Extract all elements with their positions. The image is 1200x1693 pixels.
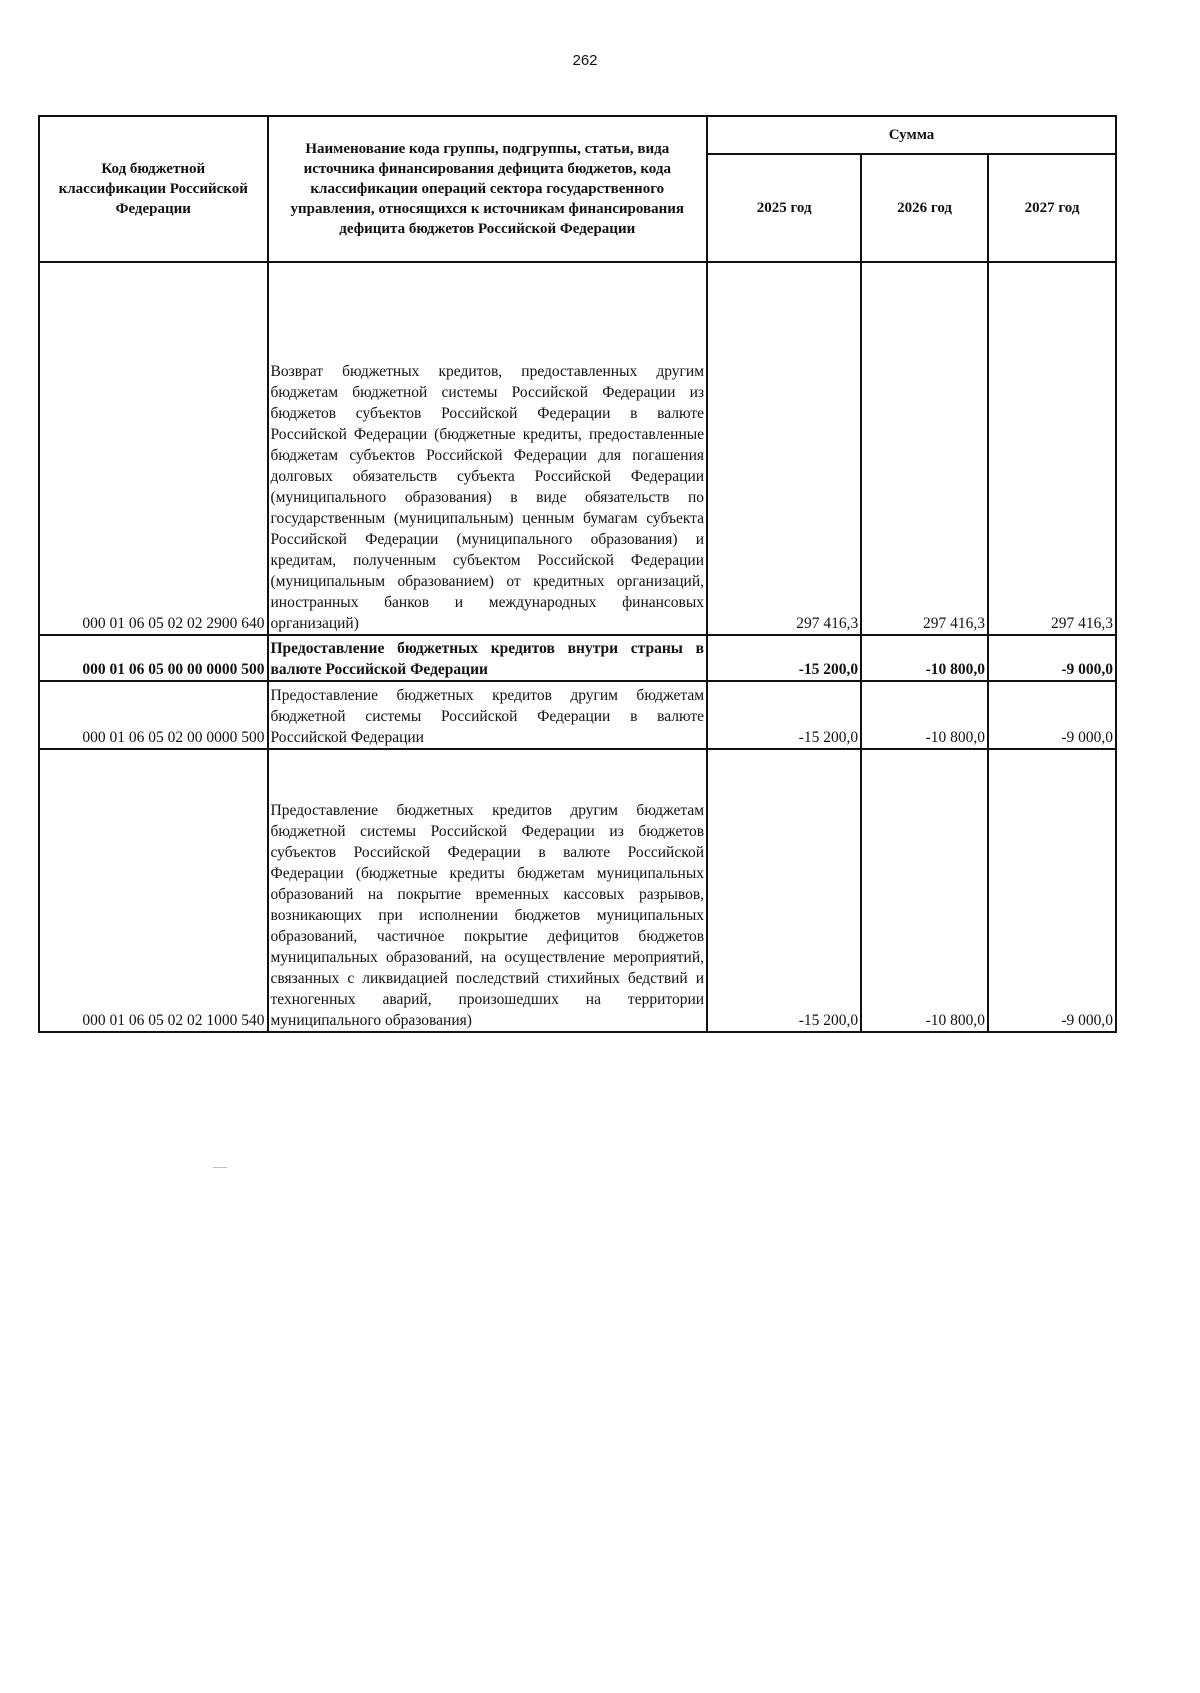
row-value-2027: -9 000,0 — [988, 681, 1116, 749]
header-year-2025: 2025 год — [707, 154, 861, 262]
row-code: 000 01 06 05 00 00 0000 500 — [39, 635, 268, 681]
row-name: Предоставление бюджетных кредитов другим бюджетам бюджетной системы Российской Федерации в валюте Российской Федерации — [268, 681, 708, 749]
row-value-2025: -15 200,0 — [707, 749, 861, 1032]
row-value-2027: -9 000,0 — [988, 749, 1116, 1032]
row-name: Предоставление бюджетных кредитов внутри страны в валюте Российской Федерации — [268, 635, 708, 681]
row-value-2025: -15 200,0 — [707, 681, 861, 749]
row-value-2027: -9 000,0 — [988, 635, 1116, 681]
row-value-2026: 297 416,3 — [861, 262, 988, 635]
page-number: 262 — [572, 52, 598, 69]
header-year-2026: 2026 год — [861, 154, 988, 262]
row-value-2026: -10 800,0 — [861, 749, 988, 1032]
row-value-2027: 297 416,3 — [988, 262, 1116, 635]
table-row — [39, 681, 1116, 749]
table-row — [39, 635, 1116, 681]
row-code: 000 01 06 05 02 00 0000 500 — [39, 681, 268, 749]
budget-sources-table — [38, 115, 1117, 1033]
header-name: Наименование кода группы, подгруппы, статьи, вида источника финансирования дефицита бюджетов, кода классификации операций сектора государственного управления, относящихся к источникам финансирования дефицита бюджетов Российской Федерации — [268, 116, 708, 262]
row-value-2026: -10 800,0 — [861, 681, 988, 749]
table-row — [39, 262, 1116, 635]
row-value-2025: -15 200,0 — [707, 635, 861, 681]
row-name: Предоставление бюджетных кредитов другим бюджетам бюджетной системы Российской Федерации из бюджетов субъектов Российской Федерации в валюте Российской Федерации (бюджетные кредиты бюджетам муниципальных образований на покрытие временных кассовых разрывов, возникающих при исполнении бюджетов муниципальных образований, частичное покрытие дефицитов бюджетов муниципальных образований, на осуществление мероприятий, связанных с ликвидацией последствий стихийных бедствий и техногенных аварий, произошедших на территории муниципального образования) — [268, 749, 708, 1032]
row-value-2026: -10 800,0 — [861, 635, 988, 681]
header-sum: Сумма — [707, 116, 1116, 154]
row-value-2025: 297 416,3 — [707, 262, 861, 635]
header-code: Код бюджетной классификации Российской Федерации — [39, 116, 268, 262]
row-name: Возврат бюджетных кредитов, предоставленных другим бюджетам бюджетной системы Российской Федерации из бюджетов субъектов Российской Федерации в валюте Российской Федерации (бюджетные кредиты, предоставленные бюджетам субъектов Российской Федерации для погашения долговых обязательств субъекта Российской Федерации (муниципального образования) в виде обязательств по государственным (муниципальным) ценным бумагам субъекта Российской Федерации (муниципального образования) и кредитам, полученным субъектом Российской Федерации (муниципальным образованием) от кредитных организаций, иностранных банков и международных финансовых организаций) — [268, 262, 708, 635]
header-year-2027: 2027 год — [988, 154, 1116, 262]
row-code: 000 01 06 05 02 02 2900 640 — [39, 262, 268, 635]
row-code: 000 01 06 05 02 02 1000 540 — [39, 749, 268, 1032]
scan-mark — [213, 1167, 227, 1168]
table-row — [39, 749, 1116, 1032]
